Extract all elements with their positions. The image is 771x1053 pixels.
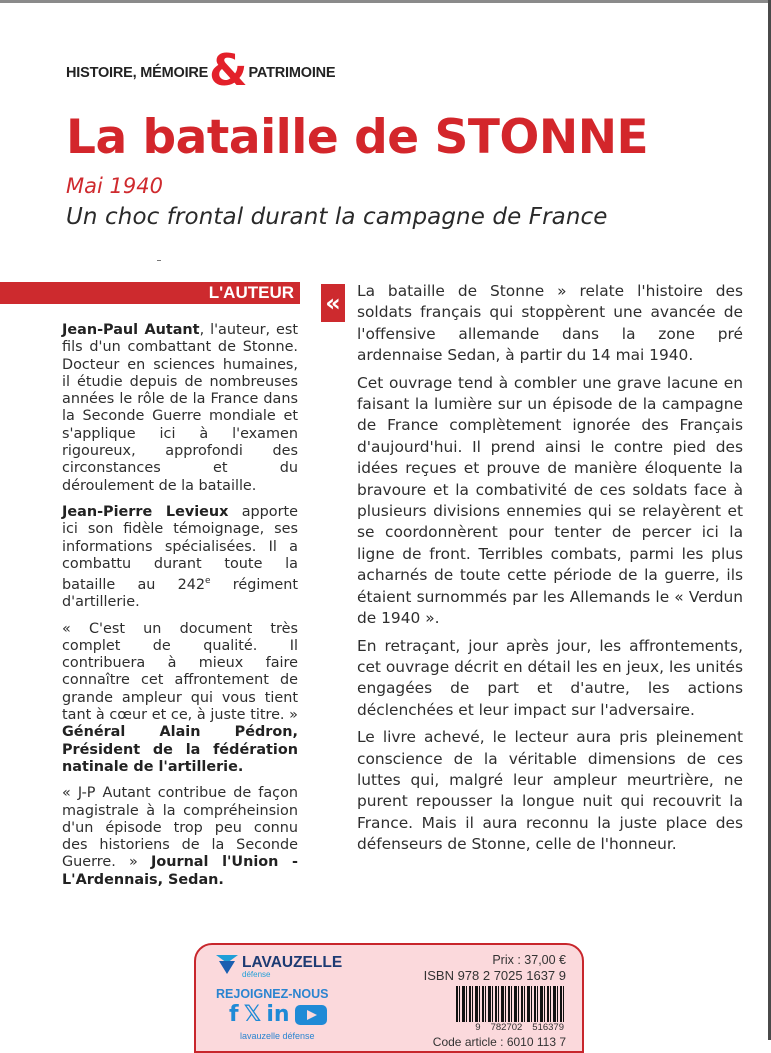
youtube-icon[interactable] (295, 1005, 327, 1025)
quote-source: Journal l'Union - L'Ardennais, Sedan. (62, 854, 298, 888)
description-paragraph: En retraçant, jour après jour, les affrontements, cet ouvrage décrit en détail les en jeux, les unités engagées de part et d'autre, les actions déclenchées et leur impact sur l'adversaire. (357, 636, 743, 719)
ampersand-icon: & (209, 45, 248, 96)
social-icons (229, 1002, 327, 1027)
coauthor-bio-end: régiment d'artillerie. (62, 576, 298, 611)
description-paragraph: Le livre achevé, le lecteur aura pris pleinement conscience de la véritable dimensions de ces luttes qui, malgré leur ampleur meurtrière, ne purent repousser la longue nuit qui recouvrit la France. Mais il aura reconnu la juste place des défenseurs de Stonne, celle de l'honneur. (357, 728, 743, 854)
series-right: PATRIMOINE (248, 65, 336, 81)
author-column (62, 322, 298, 898)
price-sticker (194, 943, 584, 1053)
coauthor-name: Jean-Pierre Levieux (62, 503, 229, 520)
quote-text: « J-P Autant contribue de façon magistrale à la compréheinsion d'un épisode trop peu connu des historiens de la Seconde Guerre. » (62, 785, 298, 871)
publisher-sub: défense (242, 970, 271, 979)
author-bio-2 (62, 504, 298, 612)
book-subtitle: Un choc frontal durant la campagne de France (66, 204, 608, 230)
quote-source: Général Alain Pédron, Président de la fédération natinale de l'artillerie. (62, 724, 298, 775)
dash-mark (157, 260, 161, 261)
join-us-label: REJOIGNEZ-NOUS (216, 987, 329, 1001)
author-heading: L'AUTEUR (208, 283, 294, 302)
author-heading-bar (0, 282, 300, 304)
price-label: Prix : 37,00 € (492, 953, 566, 967)
barcode-digit-group: 782702 (490, 1022, 523, 1033)
review-quote-2 (62, 785, 298, 889)
series-banner (66, 45, 336, 96)
author-name: Jean-Paul Autant (62, 322, 200, 338)
linkedin-icon[interactable]: in (266, 1002, 290, 1027)
isbn-label: ISBN 978 2 7025 1637 9 (423, 968, 566, 983)
barcode-digits (475, 1022, 564, 1033)
code-article: Code article : 6010 113 7 (432, 1035, 566, 1049)
publisher-logo (216, 955, 342, 979)
review-quote-1 (62, 621, 298, 777)
description-paragraph: Cet ouvrage tend à combler une grave lacune en faisant la lumière sur un épisode de la campagne de France complètement ignorée des Français d'aujourd'hui. Il prend ainsi le contre pied des idées reçues et prouve de manière éloquente la bravoure et la combativité de ces soldats face à plusieurs divisions ennemies qui se relayèrent et se coordonnèrent pour tenter de percer ici la ligne de front. Terribles combats, parmi les plus acharnés de toute cette période de la guerre, ils étaient surnommés par les Allemands le « Verdun de 1940 ». (357, 373, 743, 628)
publisher-logo-icon (216, 955, 238, 975)
social-handle: lavauzelle défense (240, 1031, 315, 1041)
page-edge-top (0, 0, 771, 3)
quote-text: « C'est un document très complet de qualité. Il contribuera à mieux faire connaître cet affrontement de grande ampleur qui vous tient tant à cœur et ce, à juste titre. » (62, 620, 298, 724)
publisher-name: LAVAUZELLE (242, 954, 343, 971)
barcode-digit-group: 516379 (532, 1022, 564, 1033)
book-date: Mai 1940 (66, 174, 163, 198)
series-left: HISTOIRE, MÉMOIRE (66, 65, 209, 81)
coauthor-bio-text: apporte ici son fidèle témoignage, ses informations spécialisées. Il a combattu durant toute la bataille au 242 (62, 503, 298, 593)
facebook-icon[interactable]: f (229, 1002, 239, 1027)
description-column (357, 281, 743, 862)
ordinal-sup: e (205, 576, 211, 587)
book-title: La bataille de STONNE (66, 110, 649, 165)
author-bio-1 (62, 322, 298, 495)
quote-mark-icon: « (321, 284, 345, 322)
barcode-digit-group: 9 (475, 1022, 481, 1033)
author-bio-text: , l'auteur, est fils d'un combattant de Stonne. Docteur en sciences humaines, il étudie depuis de nombreuses années le rôle de la France dans la Seconde Guerre mondiale et s'applique ici à l'examen rigoureux, approfondi des circonstances et du déroulement de la bataille. (62, 322, 298, 494)
x-icon[interactable]: 𝕏 (243, 1002, 262, 1027)
description-paragraph: La bataille de Stonne » relate l'histoire des soldats français qui stoppèrent une avancée de l'offensive allemande dans la zone pré ardennaise Sedan, à partir du 14 mai 1940. (357, 282, 743, 365)
barcode-icon (456, 986, 566, 1022)
